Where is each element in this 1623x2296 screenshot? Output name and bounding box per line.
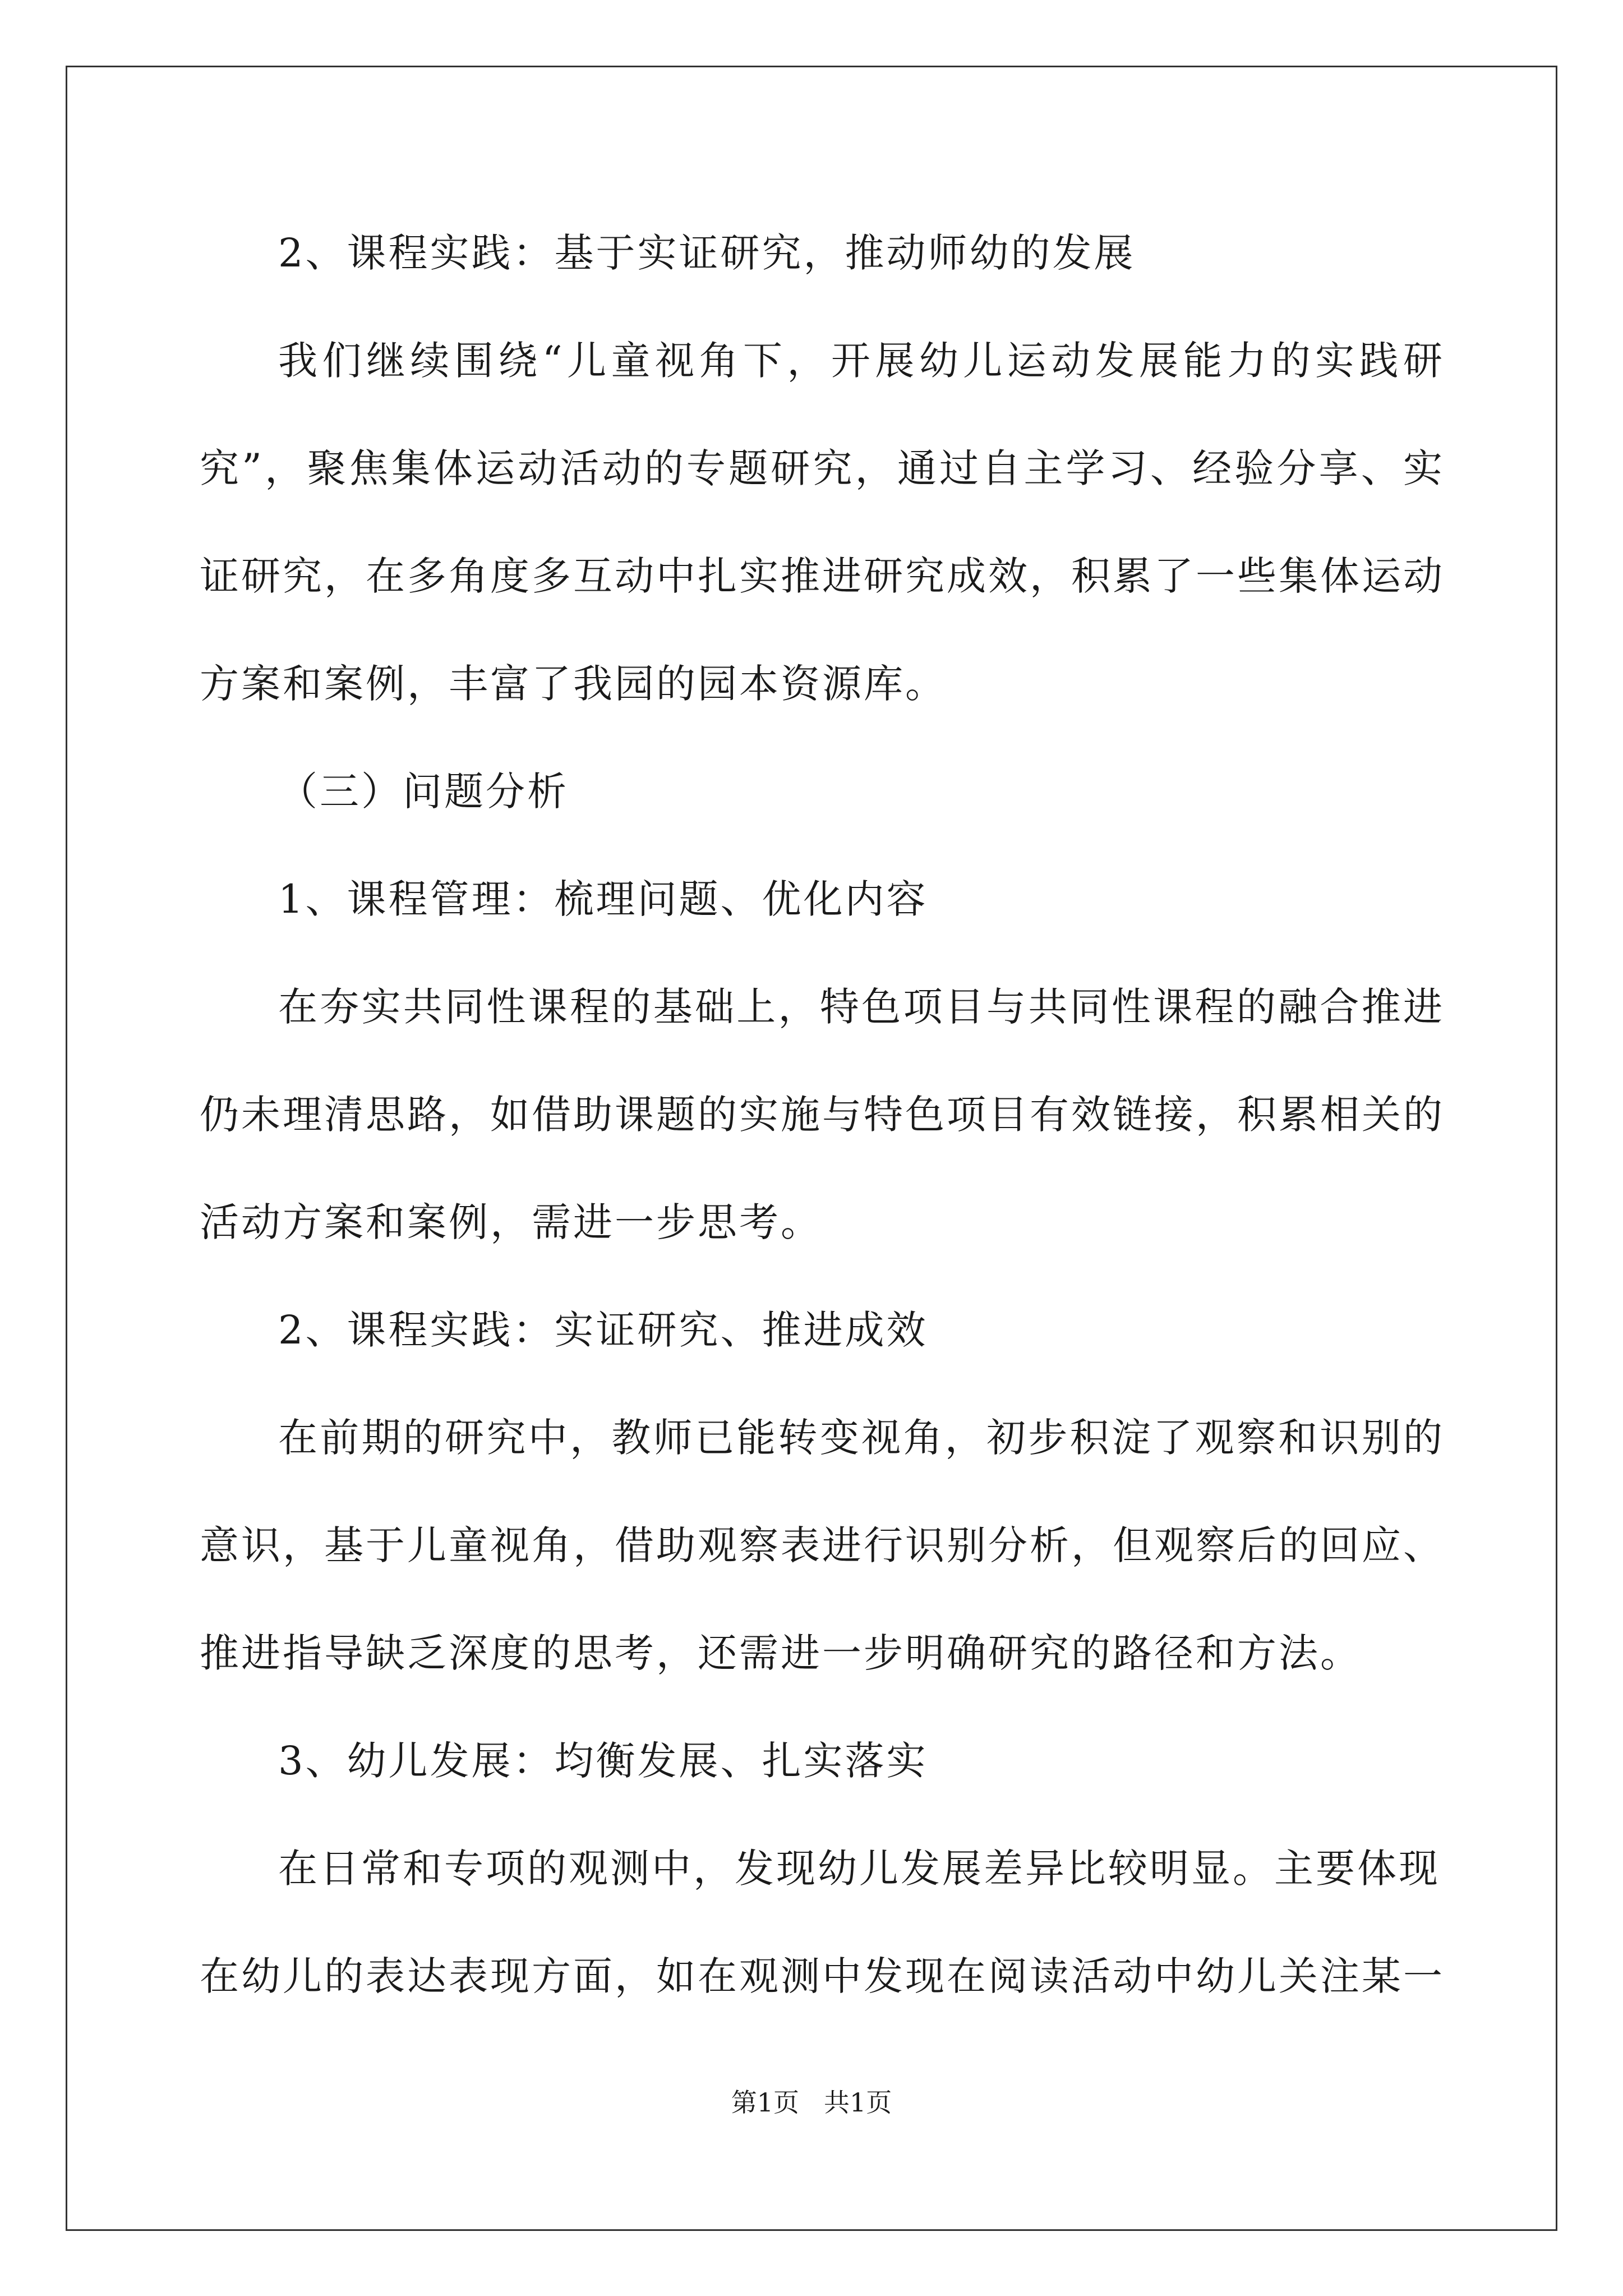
document-body: [200, 199, 1445, 2030]
subheading-course-practice: 2、课程实践：实证研究、推进成效: [278, 1307, 928, 1353]
page-number-current: 第1页: [731, 2087, 800, 2118]
page-footer: [0, 2086, 1623, 2119]
paragraph-course-practice: 在前期的研究中，教师已能转变视角，初步积淀了观察和识别的意识，基于儿童视角，借助观察表进行识别分析，但观察后的回应、推进指导缺乏深度的思考，还需进一步明确研究的路径和方法。: [200, 1415, 1445, 1676]
paragraph-course-management: 在夯实共同性课程的基础上，特色项目与共同性课程的融合推进仍未理清思路，如借助课题的实施与特色项目有效链接，积累相关的活动方案和案例，需进一步思考。: [200, 984, 1445, 1245]
subheading-child-development: 3、幼儿发展：均衡发展、扎实落实: [278, 1738, 928, 1784]
page-number-total: 共1页: [823, 2087, 892, 2118]
paragraph-research-summary: 我们继续围绕“儿童视角下，开展幼儿运动发展能力的实践研究”，聚焦集体运动活动的专题研究，通过自主学习、经验分享、实证研究，在多角度多互动中扎实推进研究成效，积累了一些集体运动方案和案例，丰富了我园的园本资源库。: [200, 338, 1445, 707]
subheading-course-management: 1、课程管理：梳理问题、优化内容: [278, 876, 928, 922]
paragraph-child-development: 在日常和专项的观测中，发现幼儿发展差异比较明显。主要体现在幼儿的表达表现方面，如在观测中发现在阅读活动中幼儿关注某一: [200, 1846, 1445, 1999]
section-heading-problem-analysis: （三）问题分析: [278, 769, 569, 815]
section-heading-course-practice: 2、课程实践：基于实证研究，推动师幼的发展: [278, 230, 1136, 276]
